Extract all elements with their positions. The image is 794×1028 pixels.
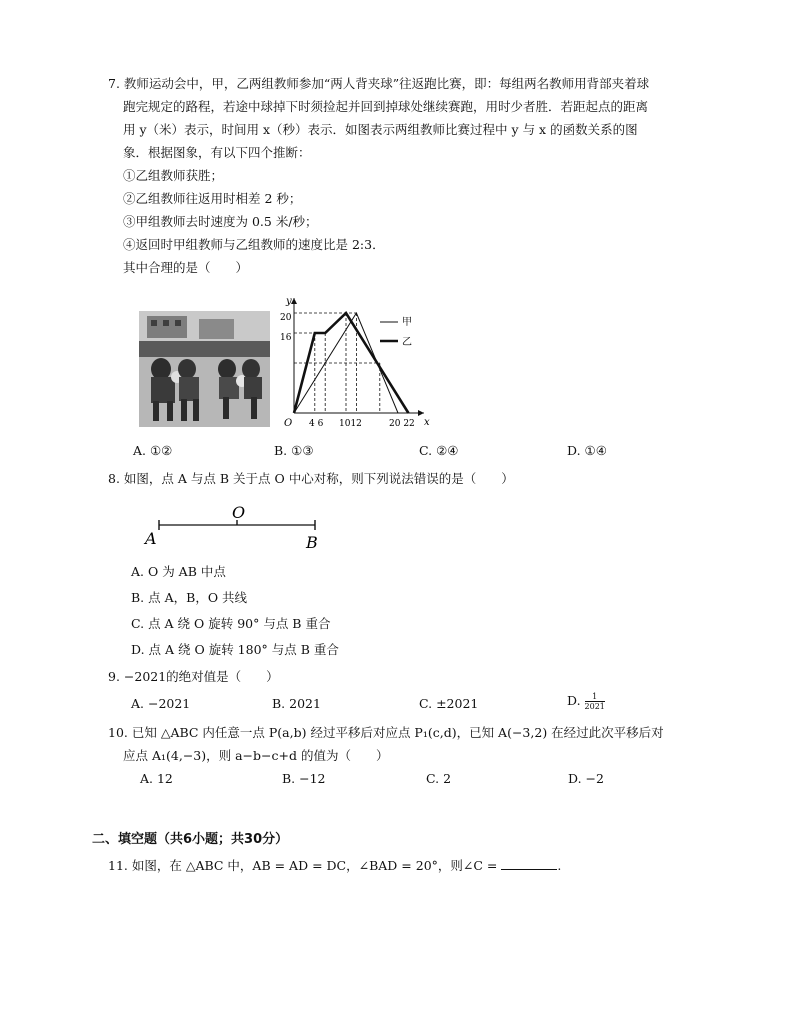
q7-option-c[interactable]: C. ②④ [419, 443, 459, 458]
q11-stem-line [108, 855, 561, 877]
q7-claim-1: ①乙组教师获胜； [123, 168, 224, 183]
race-photo [139, 311, 270, 427]
q7-option-b[interactable]: B. ①③ [274, 443, 314, 458]
q7-ask: 其中合理的是（ ） [123, 260, 249, 275]
section-title-fill-in: 二、填空题（共6小题；共30分） [92, 832, 289, 847]
q10-option-a[interactable]: A. 12 [140, 771, 173, 786]
x-tick-10-12: 1012 [339, 419, 362, 429]
q8-stem: 8. 如图，点 A 与点 B 关于点 O 中心对称，则下列说法错误的是（ ） [108, 471, 514, 486]
q7-line-4: 象．根据图象，有以下四个推断： [123, 145, 311, 160]
q11-end: . [557, 858, 562, 873]
point-o-label: O [232, 503, 246, 522]
x-tick-20-22: 20 22 [389, 419, 415, 429]
q10-line-2: 应点 A₁(4,−3)，则 a−b−c+d 的值为（ ） [123, 748, 389, 763]
q10-option-c[interactable]: C. 2 [426, 771, 452, 786]
function-graph [272, 292, 432, 434]
q8-option-a[interactable]: A. O 为 AB 中点 [131, 564, 226, 579]
point-a-label: A [145, 529, 157, 548]
origin-label: O [284, 418, 293, 429]
q9-option-d-fraction [585, 692, 605, 711]
y-axis-label: y [286, 296, 292, 307]
y-tick-16: 16 [280, 333, 292, 343]
x-axis-arrow-icon [418, 410, 424, 416]
q8-segment-figure [140, 500, 330, 552]
q9-option-d-prefix: D. [567, 693, 585, 708]
q8-option-b[interactable]: B. 点 A，B，O 共线 [131, 590, 248, 605]
q9-option-d[interactable] [567, 692, 605, 711]
q9-option-a[interactable]: A. −2021 [131, 696, 191, 711]
x-tick-4-6: 4 6 [309, 419, 324, 429]
q9-option-b[interactable]: B. 2021 [272, 696, 321, 711]
q7-line-2: 跑完规定的路程，若途中球掉下时须捡起并回到掉球处继续赛跑，用时少者胜．若距起点的距离 [123, 99, 649, 114]
y-tick-20: 20 [280, 313, 292, 323]
legend-yi-label: 乙 [402, 337, 412, 348]
fraction-numerator: 1 [585, 692, 605, 702]
q10-line-1: 10. 已知 △ABC 内任意一点 P(a,b) 经过平移后对应点 P₁(c,d)，已知 A(−3,2) 在经过此次平移后对 [108, 725, 664, 740]
q10-option-b[interactable]: B. −12 [282, 771, 326, 786]
q7-claim-3: ③甲组教师去时速度为 0.5 米/秒； [123, 214, 318, 229]
fraction-denominator: 2021 [584, 702, 605, 711]
q7-option-a[interactable]: A. ①② [133, 443, 173, 458]
legend-jia-label: 甲 [402, 317, 412, 328]
y-axis-arrow-icon [291, 298, 297, 304]
point-b-label: B [306, 533, 318, 552]
q7-option-d[interactable]: D. ①④ [567, 443, 607, 458]
q9-stem: 9. −2021的绝对值是（ ） [108, 669, 279, 684]
q10-option-d[interactable]: D. −2 [568, 771, 604, 786]
q8-option-c[interactable]: C. 点 A 绕 O 旋转 90° 与点 B 重合 [131, 616, 331, 631]
q9-option-c[interactable]: C. ±2021 [419, 696, 479, 711]
q7-line-3: 用 y（米）表示，时间用 x（秒）表示．如图表示两组教师比赛过程中 y 与 x 的函数关系的图 [123, 122, 638, 137]
q7-claim-2: ②乙组教师往返用时相差 2 秒； [123, 191, 302, 206]
q8-option-d[interactable]: D. 点 A 绕 O 旋转 180° 与点 B 重合 [131, 642, 339, 657]
q11-stem: 11. 如图，在 △ABC 中，AB = AD = DC，∠BAD = 20°，则∠C = [108, 858, 502, 873]
q7-claim-4: ④返回时甲组教师与乙组教师的速度比是 2:3． [123, 237, 385, 252]
q7-line-1: 7. 教师运动会中，甲，乙两组教师参加“两人背夹球”往返跑比赛，即：每组两名教师用背部夹着球 [108, 76, 650, 91]
x-axis-label: x [424, 417, 430, 428]
answer-blank[interactable] [501, 857, 557, 870]
